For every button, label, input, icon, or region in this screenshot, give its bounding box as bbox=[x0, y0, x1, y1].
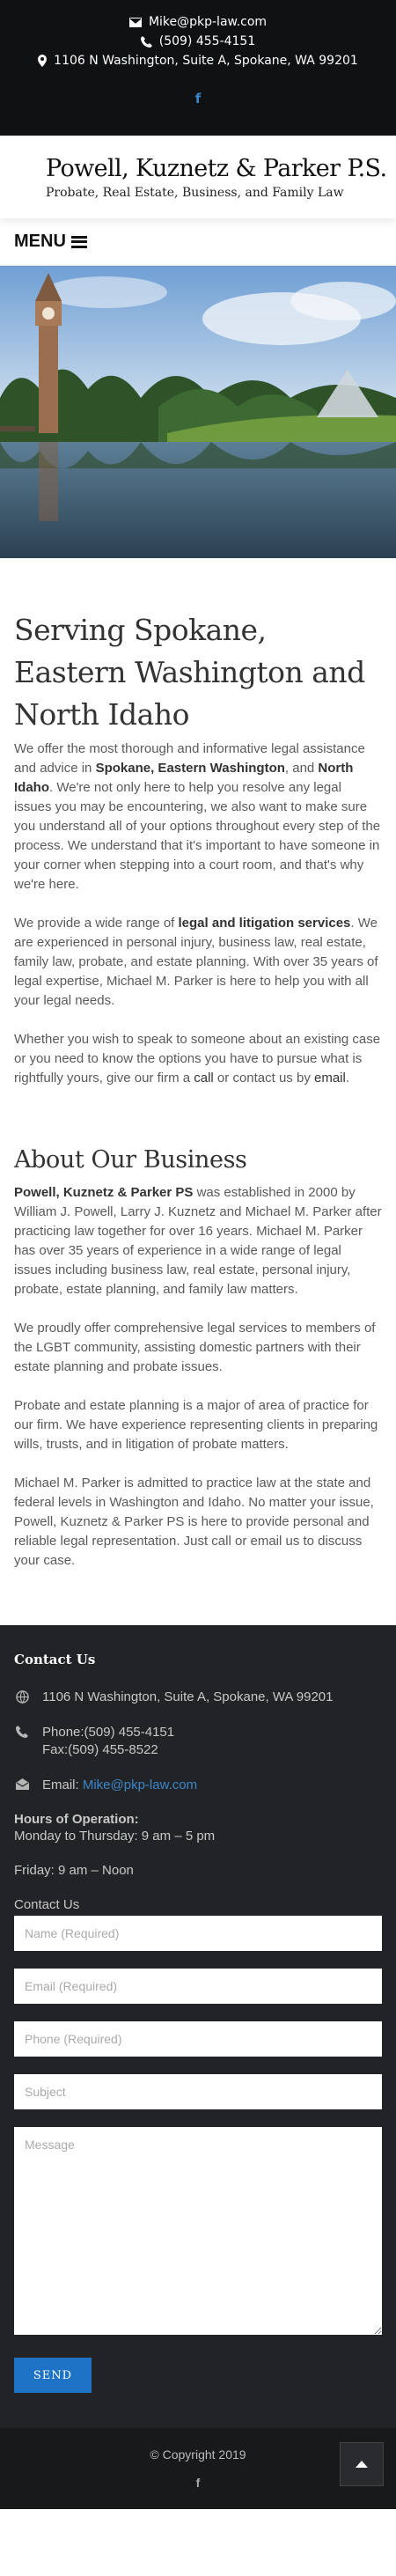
top-address: 1106 N Washington, Suite A, Spokane, WA 99201 bbox=[54, 54, 358, 68]
message-textarea[interactable] bbox=[14, 2127, 382, 2335]
name-input[interactable] bbox=[14, 1916, 382, 1951]
intro-paragraph-1: We offer the most thorough and informative legal assistance and advice in Spokane, Eastern Washington, and North Idaho. We're not only here to help you resolve any legal issues you may be encountering, we also want to make sure you understand all of your options throughout every step of the process. We understand that it's important to have someone in your corner when stepping into a court room, and that's why we're here. bbox=[14, 741, 381, 892]
hamburger-icon bbox=[71, 236, 87, 248]
bottom-bar bbox=[0, 2428, 396, 2509]
top-address-row bbox=[0, 51, 396, 70]
phone-input[interactable] bbox=[14, 2021, 382, 2057]
contact-phone[interactable]: Phone:(509) 455-4151 bbox=[42, 1725, 175, 1740]
site-header bbox=[0, 136, 396, 218]
park-clocktower-illustration bbox=[0, 266, 396, 558]
footer-facebook-icon[interactable]: f bbox=[195, 2476, 201, 2490]
about-paragraph-1: Powell, Kuznetz & Parker PS was established in 2000 by William J. Powell, Larry J. Kuznetz and Michael M. Parker after practicing law together for over 16 years. Michael M. Parker has over 35 years of experience in a wide range of legal issues including business law, real estate, personal injury, probate, estate planning, and family law matters. bbox=[14, 1185, 382, 1297]
contact-address-row bbox=[14, 1689, 382, 1706]
contact-fax: Fax:(509) 455-8522 bbox=[42, 1742, 158, 1757]
intro-heading: Serving Spokane, Eastern Washington and North Idaho bbox=[14, 613, 365, 732]
phone-icon bbox=[141, 36, 152, 48]
copyright-text: © Copyright 2019 bbox=[150, 2447, 246, 2462]
top-phone-row[interactable] bbox=[0, 32, 396, 51]
contact-heading: Contact Us bbox=[14, 1652, 96, 1667]
contact-footer bbox=[0, 1625, 396, 2428]
send-button[interactable]: SEND bbox=[14, 2358, 92, 2393]
intro-paragraph-2: We provide a wide range of legal and litigation services. We are experienced in personal injury, business law, real estate, family law, probate, and estate planning. With over 35 years of legal expertise, Michael M. Parker is here to help you with all your legal needs. bbox=[14, 916, 378, 1008]
contact-email-link[interactable]: Mike@pkp-law.com bbox=[82, 1777, 198, 1792]
about-paragraph-2: We proudly offer comprehensive legal services to members of the LGBT community, assisting domestic partners with their estate planning and probate issues. bbox=[14, 1321, 376, 1374]
top-info-bar bbox=[0, 0, 396, 136]
subject-input[interactable] bbox=[14, 2074, 382, 2109]
hours-weekday: Monday to Thursday: 9 am – 5 pm bbox=[14, 1829, 216, 1844]
contact-email-row bbox=[14, 1777, 382, 1794]
map-pin-icon bbox=[38, 55, 47, 67]
hero-image bbox=[0, 266, 396, 558]
scroll-to-top-button[interactable] bbox=[340, 2442, 384, 2486]
about-heading: About Our Business bbox=[14, 1146, 247, 1174]
intro-section bbox=[0, 609, 396, 1571]
email-link[interactable]: email bbox=[314, 1071, 346, 1086]
legal-services-link[interactable]: legal and litigation services bbox=[178, 916, 351, 931]
envelope-icon bbox=[129, 18, 142, 27]
contact-form bbox=[14, 1916, 382, 2393]
contact-phone-row bbox=[14, 1724, 382, 1759]
form-heading: Contact Us bbox=[14, 1897, 80, 1912]
about-paragraph-4: Michael M. Parker is admitted to practice law at the state and federal levels in Washington and Idaho. No matter your issue, Powell, Kuznetz & Parker PS is here to provide personal and reliable legal representation. Just call or email us to discuss your case. bbox=[14, 1476, 374, 1568]
menu-toggle-button[interactable] bbox=[14, 232, 87, 252]
arrow-up-icon bbox=[356, 2461, 368, 2468]
phone-icon bbox=[16, 1726, 28, 1738]
envelope-open-icon bbox=[16, 1778, 29, 1790]
email-input[interactable] bbox=[14, 1969, 382, 2004]
facebook-icon[interactable]: f bbox=[194, 91, 202, 107]
top-phone[interactable]: (509) 455-4151 bbox=[158, 34, 256, 48]
hours-friday: Friday: 9 am – Noon bbox=[14, 1863, 134, 1878]
contact-address: 1106 N Washington, Suite A, Spokane, WA 99201 bbox=[42, 1689, 334, 1704]
top-email-row[interactable] bbox=[0, 12, 396, 32]
contact-email-label: Email: bbox=[42, 1777, 83, 1792]
site-logo-title[interactable]: Powell, Kuznetz & Parker P.S. bbox=[46, 155, 387, 182]
menu-label: MENU bbox=[14, 232, 66, 251]
site-tagline: Probate, Real Estate, Business, and Family Law bbox=[46, 186, 344, 200]
about-paragraph-3: Probate and estate planning is a major of area of practice for our firm. We have experience representing clients in preparing wills, trusts, and in litigation of probate matters. bbox=[14, 1398, 378, 1452]
globe-icon bbox=[16, 1690, 29, 1704]
call-link[interactable]: call bbox=[194, 1071, 214, 1086]
nav-bar bbox=[0, 218, 396, 266]
intro-paragraph-3: Whether you wish to speak to someone about an existing case or you need to know the options you have to pursue what is rightfully yours, give our firm a call or contact us by email. bbox=[14, 1032, 381, 1086]
hours-heading: Hours of Operation: bbox=[14, 1812, 139, 1827]
top-email[interactable]: Mike@pkp-law.com bbox=[148, 15, 268, 29]
